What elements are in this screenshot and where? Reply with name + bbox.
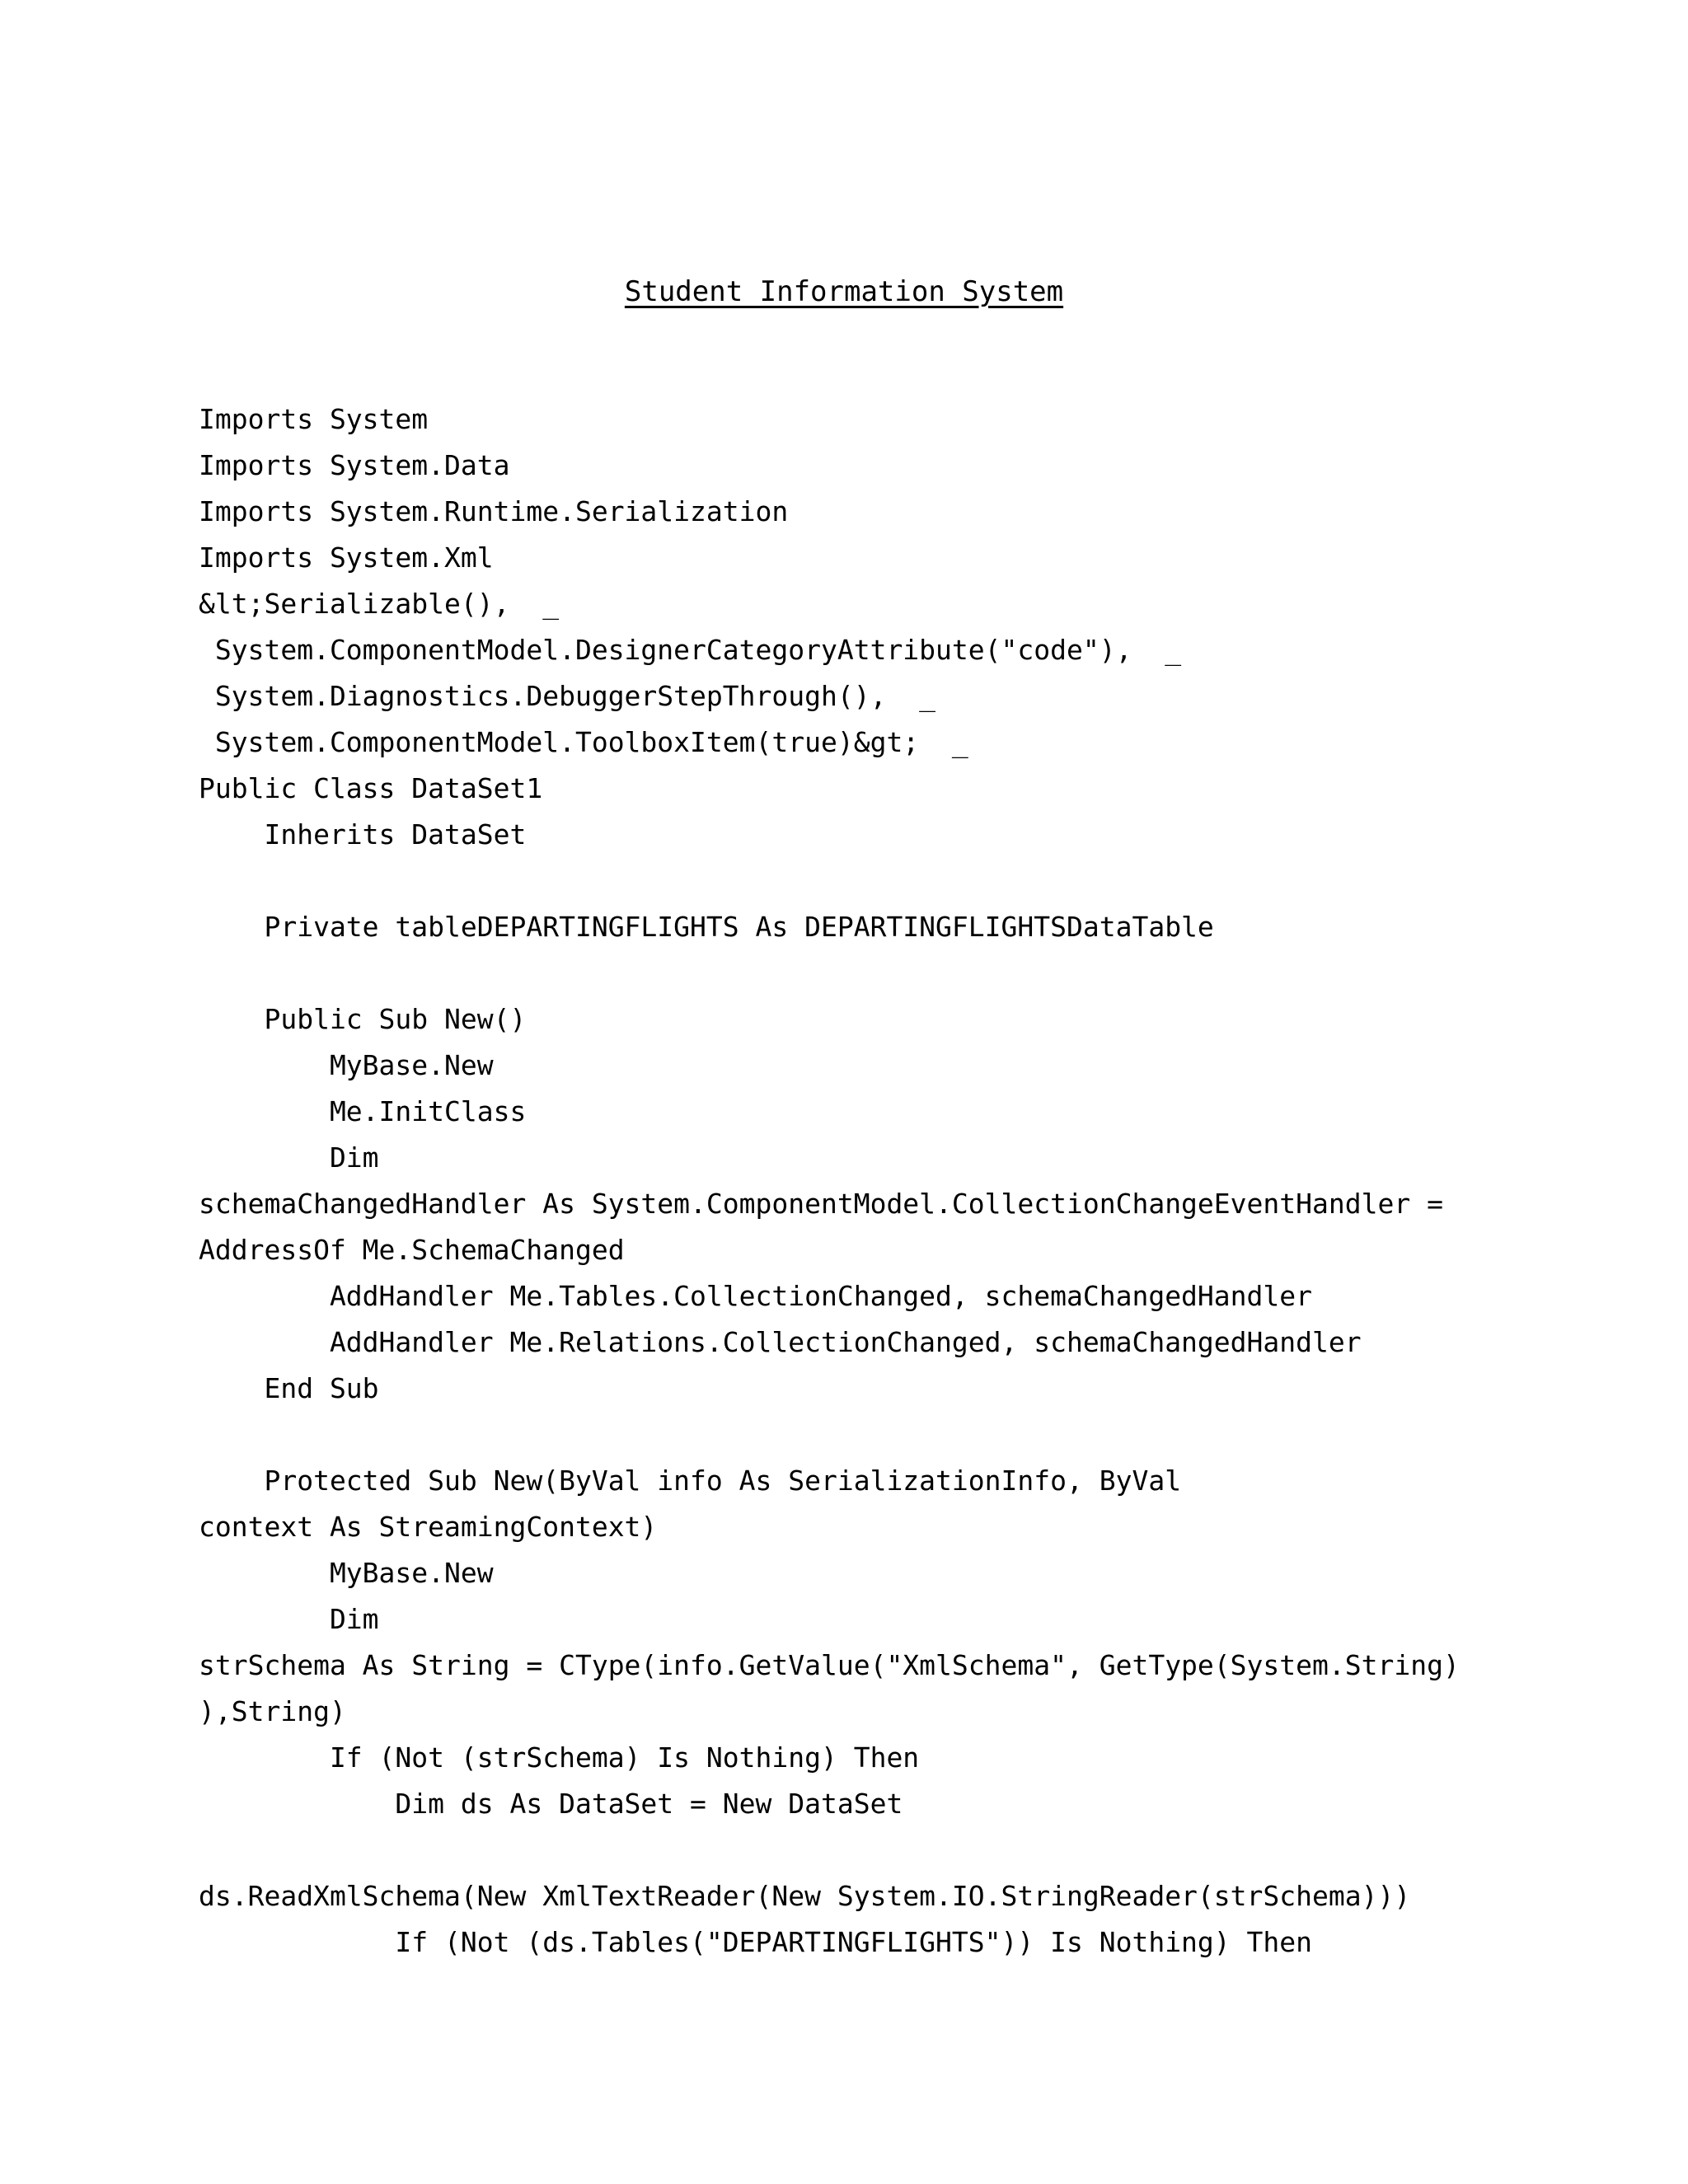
page-title: Student Information System <box>624 275 1064 308</box>
code-line: &lt;Serializable(), _ <box>199 588 560 620</box>
code-line: Imports System.Data <box>199 449 510 481</box>
code-listing <box>199 396 1460 1966</box>
code-line <box>199 1412 1460 1458</box>
code-line <box>199 1827 1460 1873</box>
code-line: Dim <box>199 1603 379 1635</box>
code-line: Imports System.Xml <box>199 541 494 574</box>
code-line: strSchema As String = CType(info.GetValue("XmlSchema", GetType(System.String) <box>199 1649 1460 1681</box>
code-line: MyBase.New <box>199 1557 494 1589</box>
code-line: Inherits DataSet <box>199 818 527 851</box>
code-line: If (Not (ds.Tables("DEPARTINGFLIGHTS")) Is Nothing) Then <box>199 1926 1313 1958</box>
code-line: Protected Sub New(ByVal info As SerializationInfo, ByVal <box>199 1465 1182 1497</box>
code-line: If (Not (strSchema) Is Nothing) Then <box>199 1741 920 1774</box>
code-line: Public Sub New() <box>199 1003 527 1035</box>
code-line: Private tableDEPARTINGFLIGHTS As DEPARTINGFLIGHTSDataTable <box>199 911 1214 943</box>
code-line: context As StreamingContext) <box>199 1511 658 1543</box>
code-line: MyBase.New <box>199 1049 494 1081</box>
code-line: System.ComponentModel.DesignerCategoryAttribute("code"), _ <box>199 634 1182 666</box>
code-line: Imports System.Runtime.Serialization <box>199 495 789 527</box>
code-line: ds.ReadXmlSchema(New XmlTextReader(New System.IO.StringReader(strSchema))) <box>199 1880 1411 1912</box>
code-line: System.Diagnostics.DebuggerStepThrough(), _ <box>199 680 936 712</box>
code-line: Public Class DataSet1 <box>199 772 543 804</box>
code-line: AddHandler Me.Relations.CollectionChanged, schemaChangedHandler <box>199 1326 1362 1358</box>
code-line: Dim ds As DataSet = New DataSet <box>199 1788 903 1820</box>
code-line <box>199 950 1460 996</box>
code-line: Me.InitClass <box>199 1095 527 1127</box>
code-line: ),String) <box>199 1695 346 1727</box>
code-line: AddHandler Me.Tables.CollectionChanged, schemaChangedHandler <box>199 1280 1313 1312</box>
code-line <box>199 858 1460 904</box>
code-line: Dim <box>199 1141 379 1174</box>
code-line: schemaChangedHandler As System.ComponentModel.CollectionChangeEventHandler = <box>199 1188 1443 1220</box>
code-line: AddressOf Me.SchemaChanged <box>199 1234 625 1266</box>
code-line: Imports System <box>199 403 429 435</box>
code-line: System.ComponentModel.ToolboxItem(true)&gt; _ <box>199 726 968 758</box>
code-line: End Sub <box>199 1372 379 1404</box>
